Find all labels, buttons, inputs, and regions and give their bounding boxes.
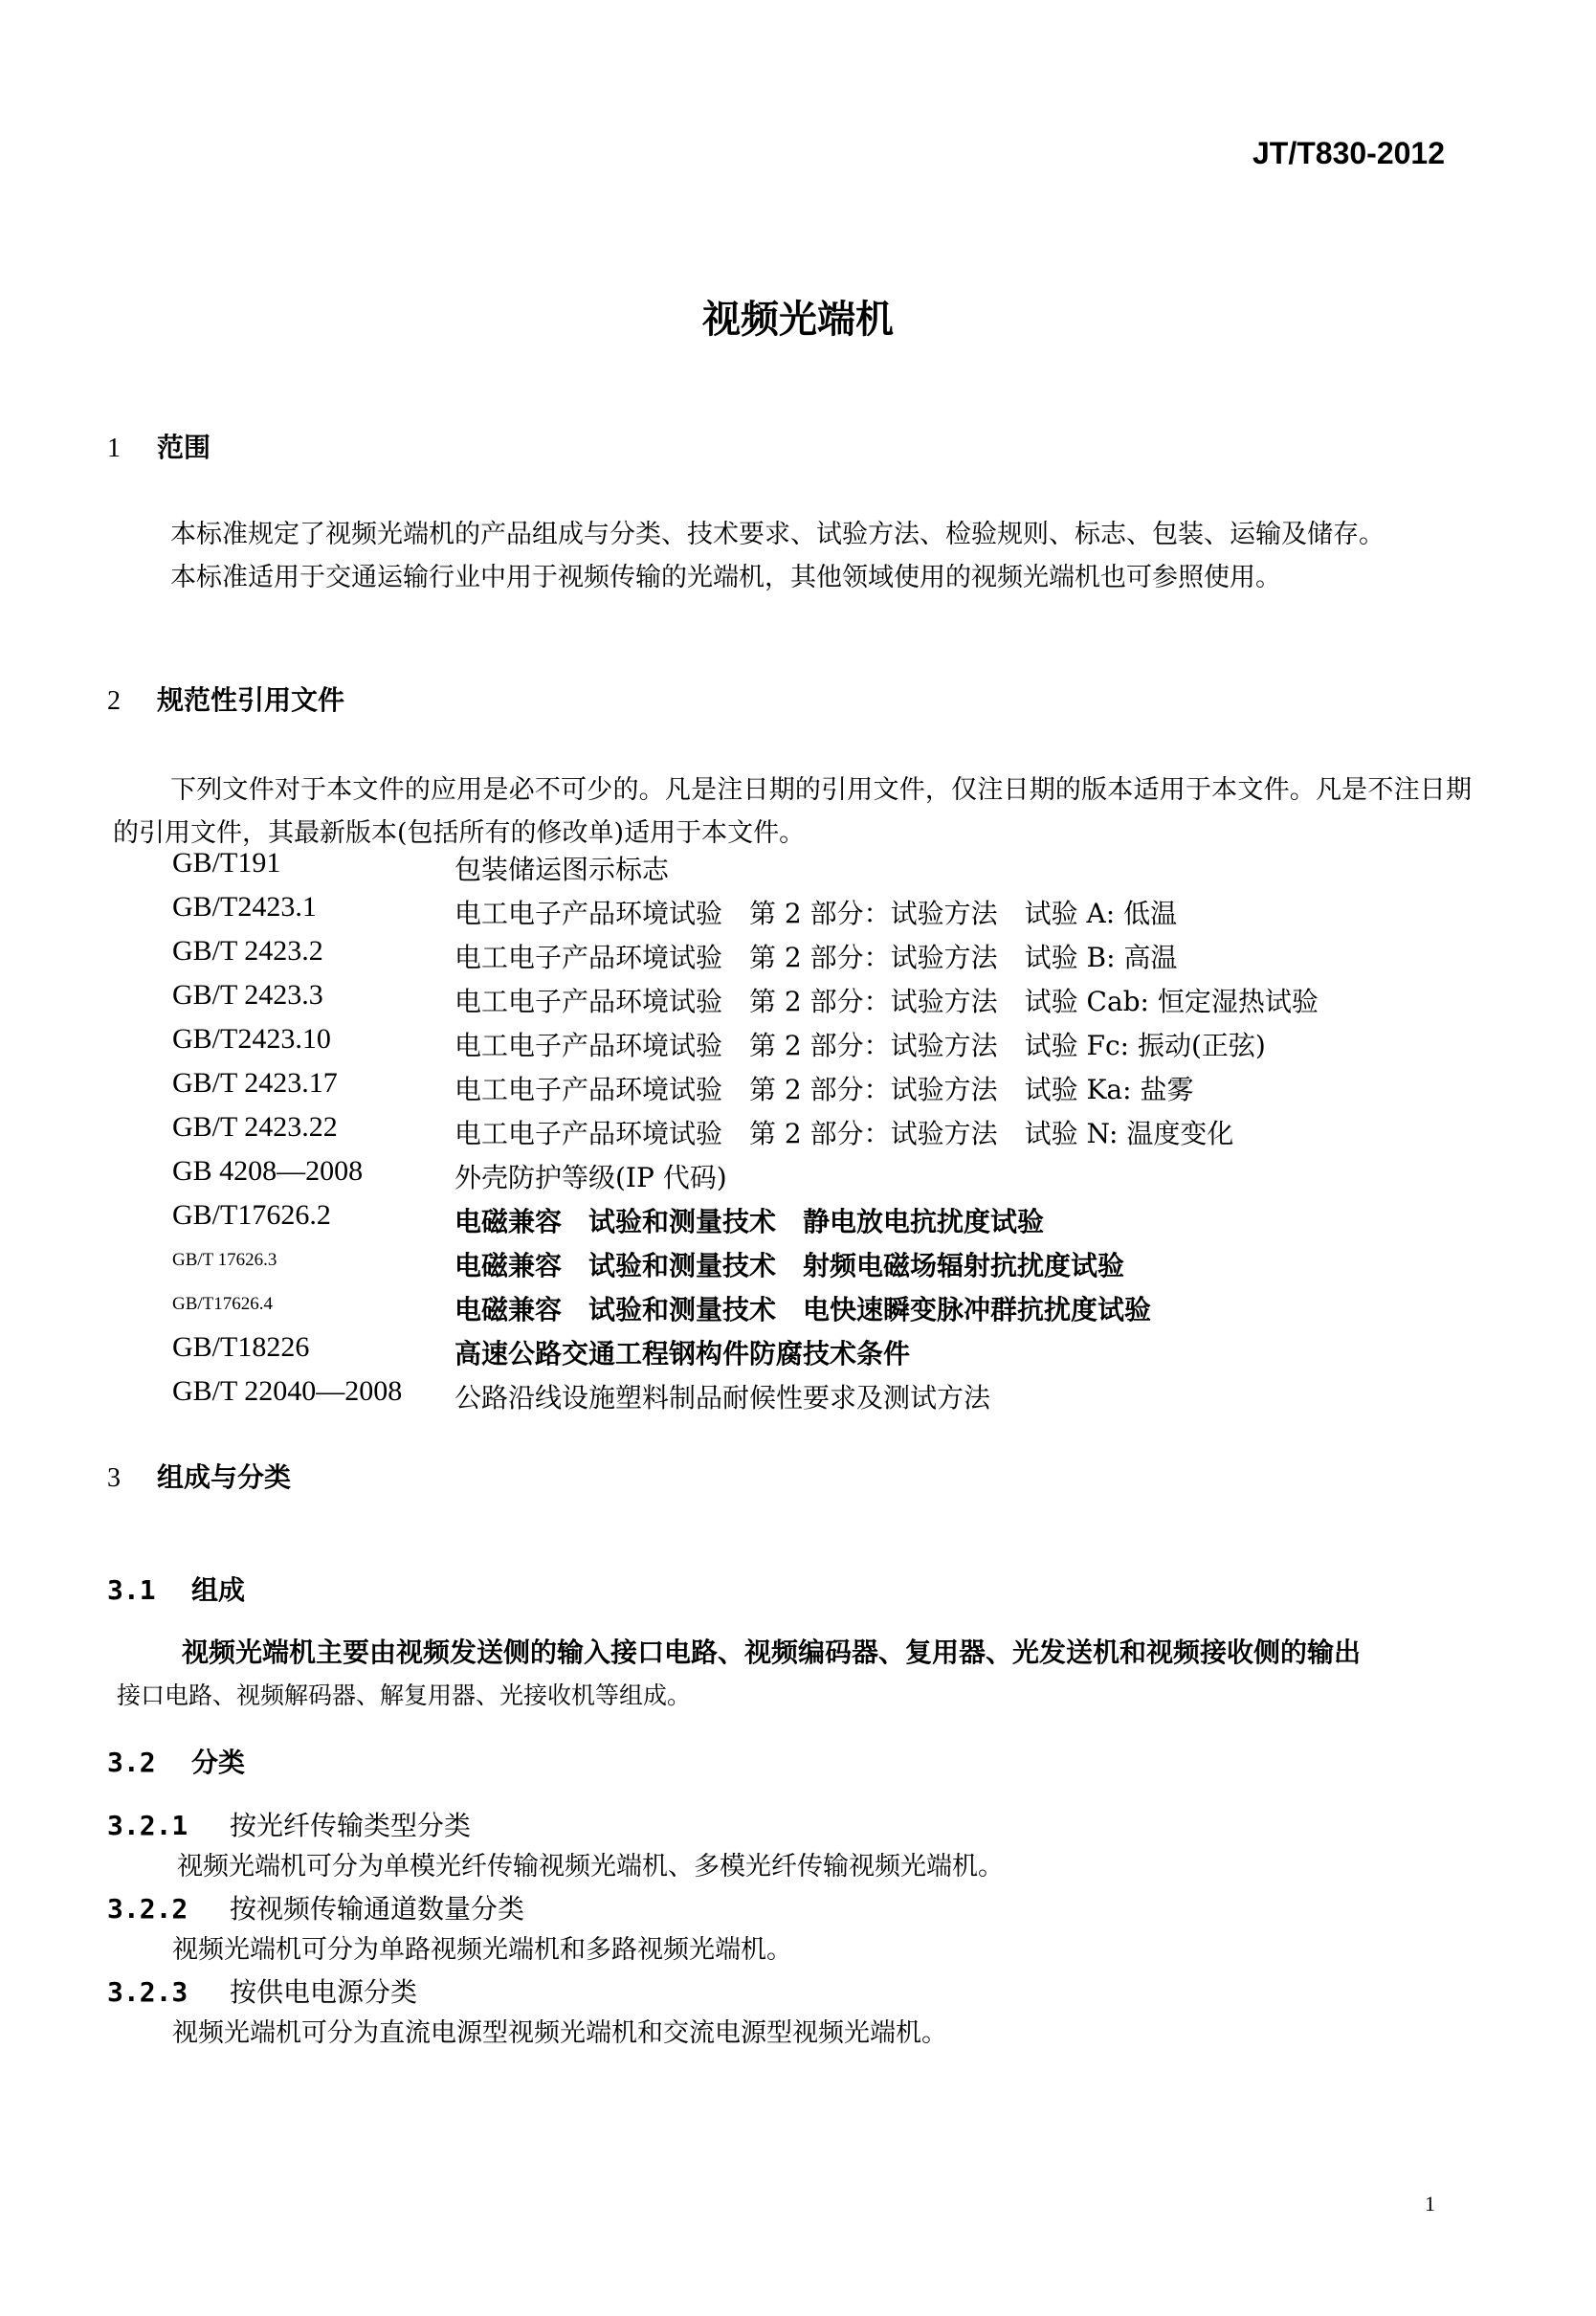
section-3-1-title: 组成 bbox=[191, 1574, 246, 1606]
reference-code: GB/T 22040—2008 bbox=[172, 1375, 403, 1407]
composition-line-1: 视频光端机主要由视频发送侧的输入接口电路、视频编码器、复用器、光发送机和视频接收侧的输出 bbox=[182, 1637, 1362, 1668]
section-3-heading bbox=[107, 1457, 291, 1495]
scope-paragraph-2: 本标准适用于交通运输行业中用于视频传输的光端机，其他领域使用的视频光端机也可参照使用。 bbox=[170, 563, 1281, 592]
reference-title: 电磁兼容 试验和测量技术 射频电磁场辐射抗扰度试验 bbox=[454, 1250, 1125, 1281]
section-3-2-number: 3.2 bbox=[107, 1747, 156, 1778]
section-3-1-heading bbox=[107, 1570, 245, 1608]
section-3-2-title: 分类 bbox=[191, 1747, 246, 1778]
reference-code: GB/T2423.1 bbox=[172, 891, 317, 923]
reference-code: GB/T 2423.22 bbox=[172, 1111, 338, 1143]
reference-title: 电工电子产品环境试验 第 2 部分：试验方法 试验 N: 温度变化 bbox=[454, 1118, 1234, 1149]
reference-code: GB/T 2423.17 bbox=[172, 1067, 338, 1099]
section-3-2-2-number: 3.2.2 bbox=[107, 1893, 188, 1925]
section-3-2-1-heading bbox=[107, 1805, 471, 1843]
reference-title: 电工电子产品环境试验 第 2 部分：试验方法 试验 A: 低温 bbox=[454, 898, 1178, 929]
section-3-number: 3 bbox=[107, 1463, 121, 1493]
section-1-number: 1 bbox=[107, 434, 121, 463]
references-intro: 下列文件对于本文件的应用是必不可少的。凡是注日期的引用文件，仅注日期的版本适用于本文件。凡是不注日期的引用文件，其最新版本(包括所有的修改单)适用于本文件。 bbox=[113, 775, 1472, 848]
section-1-paragraphs bbox=[113, 513, 1472, 599]
reference-title: 包装储运图示标志 bbox=[454, 854, 670, 885]
section-1-title: 范围 bbox=[157, 432, 211, 463]
reference-title: 电磁兼容 试验和测量技术 静电放电抗扰度试验 bbox=[454, 1206, 1045, 1237]
section-3-2-3-number: 3.2.3 bbox=[107, 1976, 188, 2008]
composition-line-2: 接口电路、视频解码器、解复用器、光接收机等组成。 bbox=[117, 1681, 692, 1709]
reference-code: GB/T 17626.3 bbox=[172, 1250, 277, 1270]
reference-code: GB 4208—2008 bbox=[172, 1155, 364, 1187]
section-2-heading bbox=[107, 679, 344, 718]
reference-code: GB/T17626.2 bbox=[172, 1199, 331, 1231]
reference-code: GB/T18226 bbox=[172, 1331, 310, 1363]
reference-code: GB/T17626.4 bbox=[172, 1294, 274, 1314]
section-3-2-1-text: 视频光端机可分为单模光纤传输视频光端机、多模光纤传输视频光端机。 bbox=[177, 1852, 1004, 1882]
reference-code: GB/T191 bbox=[172, 847, 281, 879]
section-3-2-1-number: 3.2.1 bbox=[107, 1810, 188, 1841]
section-3-2-2-heading bbox=[107, 1888, 524, 1926]
section-2-intro bbox=[113, 768, 1472, 855]
reference-title: 电工电子产品环境试验 第 2 部分：试验方法 试验 Cab: 恒定湿热试验 bbox=[454, 986, 1319, 1017]
section-2-number: 2 bbox=[107, 686, 121, 716]
reference-code: GB/T2423.10 bbox=[172, 1023, 331, 1055]
scope-paragraph-1: 本标准规定了视频光端机的产品组成与分类、技术要求、试验方法、检验规则、标志、包装、运输及储存。 bbox=[170, 520, 1385, 549]
reference-title: 外壳防护等级(IP 代码) bbox=[454, 1162, 727, 1193]
section-3-2-2-title: 按视频传输通道数量分类 bbox=[230, 1893, 525, 1925]
section-3-2-1-title: 按光纤传输类型分类 bbox=[230, 1810, 472, 1841]
reference-code: GB/T 2423.2 bbox=[172, 935, 323, 967]
reference-title: 电工电子产品环境试验 第 2 部分：试验方法 试验 Fc: 振动(正弦) bbox=[454, 1030, 1266, 1061]
reference-code: GB/T 2423.3 bbox=[172, 979, 323, 1011]
section-1-heading bbox=[107, 427, 211, 465]
document-title: 视频光端机 bbox=[702, 298, 894, 342]
standard-code: JT/T830-2012 bbox=[1252, 136, 1445, 170]
section-3-2-heading bbox=[107, 1742, 245, 1780]
section-3-2-3-title: 按供电电源分类 bbox=[230, 1976, 418, 2008]
section-3-2-3-text: 视频光端机可分为直流电源型视频光端机和交流电源型视频光端机。 bbox=[172, 2018, 947, 2048]
section-3-title: 组成与分类 bbox=[157, 1461, 292, 1493]
reference-title: 高速公路交通工程钢构件防腐技术条件 bbox=[454, 1338, 911, 1370]
reference-title: 公路沿线设施塑料制品耐候性要求及测试方法 bbox=[454, 1382, 991, 1414]
page-number: 1 bbox=[1425, 2192, 1435, 2216]
section-3-2-2-text: 视频光端机可分为单路视频光端机和多路视频光端机。 bbox=[172, 1935, 792, 1965]
section-2-title: 规范性引用文件 bbox=[157, 684, 345, 716]
section-3-2-3-heading bbox=[107, 1971, 417, 2010]
reference-title: 电磁兼容 试验和测量技术 电快速瞬变脉冲群抗扰度试验 bbox=[454, 1294, 1152, 1325]
reference-title: 电工电子产品环境试验 第 2 部分：试验方法 试验 Ka: 盐雾 bbox=[454, 1074, 1194, 1105]
reference-title: 电工电子产品环境试验 第 2 部分：试验方法 试验 B: 高温 bbox=[454, 942, 1178, 973]
section-3-1-number: 3.1 bbox=[107, 1574, 156, 1606]
